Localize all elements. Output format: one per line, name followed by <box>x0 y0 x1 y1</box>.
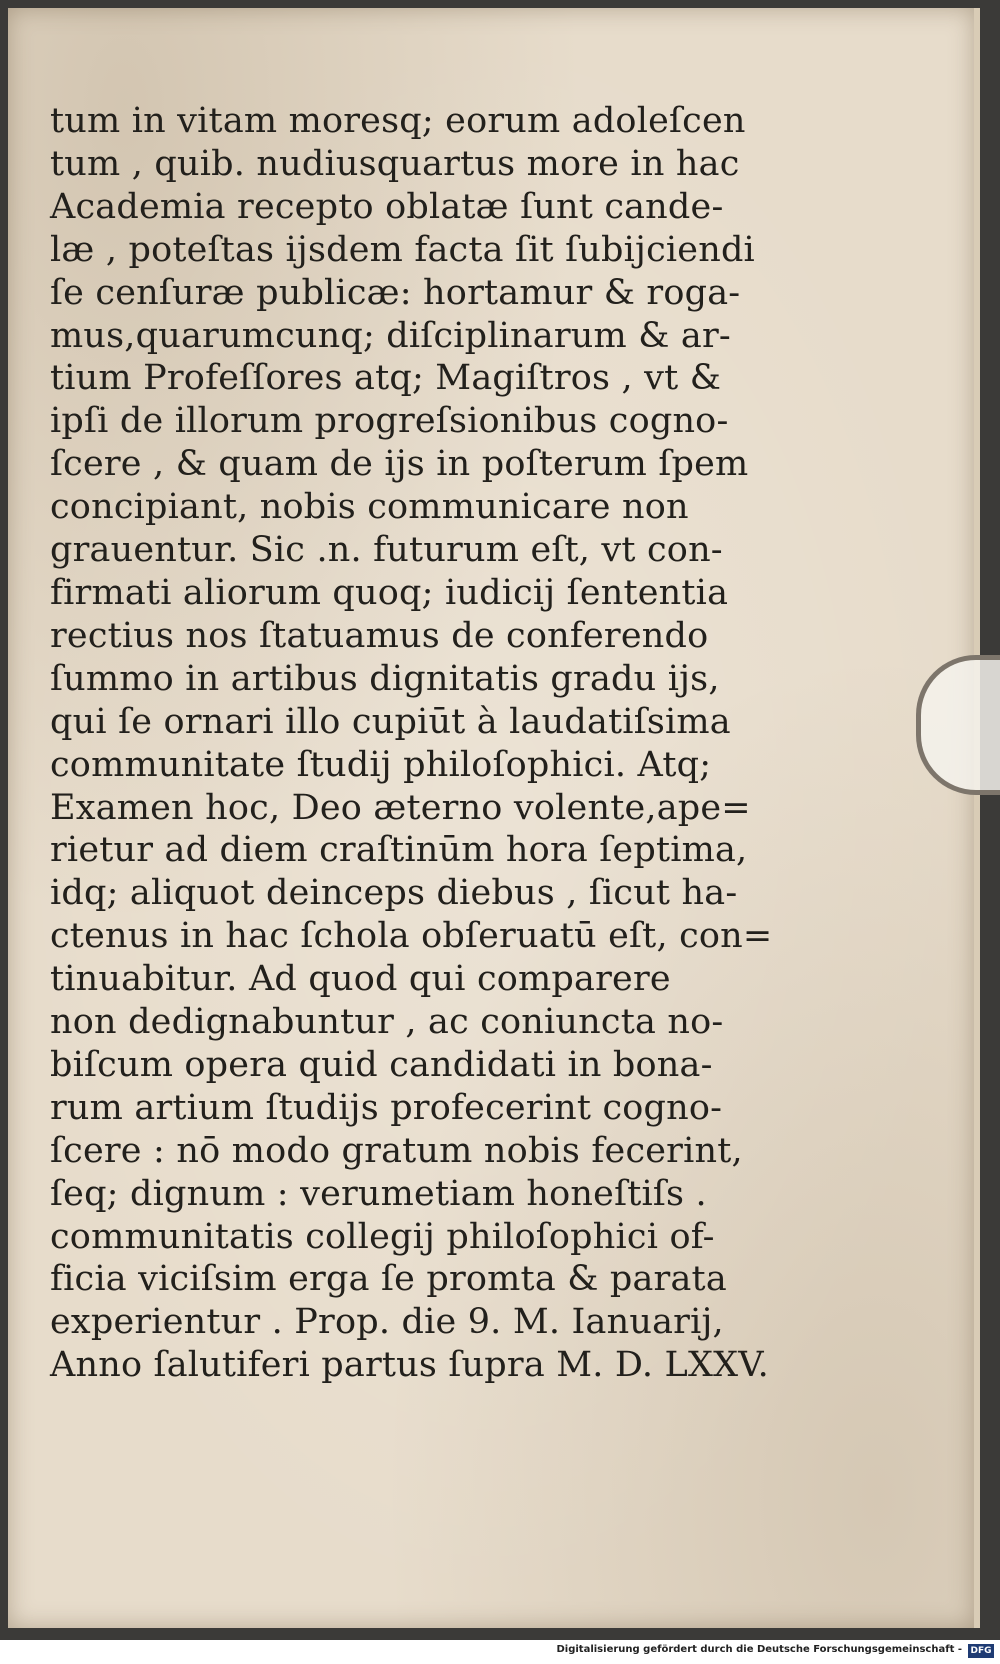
text-line: Academia recepto oblatæ ſunt cande- <box>50 186 724 227</box>
text-line: concipiant, nobis communicare non <box>50 487 689 528</box>
text-line: ipſi de illorum progreſsionibus cogno- <box>50 401 729 442</box>
text-line: rum artium ſtudijs profecerint cogno- <box>50 1087 723 1128</box>
text-line: læ , poteſtas ijsdem facta ſit ſubijciendi <box>50 229 755 270</box>
text-line: tum , quib. nudiusquartus more in hac <box>50 143 740 184</box>
text-line: qui ſe ornari illo cupiūt à laudatiſsima <box>50 701 731 742</box>
text-line: ſe cenſuræ publicæ: hortamur & roga- <box>50 272 741 313</box>
text-line: communitate ſtudij philoſophici. Atq; <box>50 744 712 785</box>
text-line: tum in vitam moresq; eorum adoleſcen <box>50 101 746 141</box>
text-line: biſcum opera quid candidati in bona- <box>50 1044 713 1085</box>
text-line: tium Profeſſores atq; Magiſtros , vt & <box>50 358 722 399</box>
text-line: firmati aliorum quoq; iudicij ſententia <box>50 572 729 613</box>
text-line: rietur ad diem craſtinūm hora ſeptima, <box>50 830 748 871</box>
text-line: rectius nos ſtatuamus de conferendo <box>50 615 709 656</box>
text-line: tinuabitur. Ad quod qui comparere <box>50 959 671 1000</box>
text-line: experientur . Prop. die 9. M. Ianuarij, <box>50 1302 724 1343</box>
text-line: ctenus in hac ſchola obſeruatū eſt, con= <box>50 916 773 957</box>
text-line: non dedignabuntur , ac coniuncta no- <box>50 1002 724 1043</box>
page-edge <box>974 8 980 1628</box>
text-line: grauentur. Sic .n. futurum eſt, vt con- <box>50 530 723 571</box>
book-page <box>8 8 974 1628</box>
footer-bar <box>0 1640 1000 1664</box>
text-line: ſcere , & quam de ijs in poſterum ſpem <box>50 444 749 485</box>
text-line: ficia viciſsim erga ſe promta & parata <box>50 1259 727 1300</box>
text-line: ſummo in artibus dignitatis gradu ijs, <box>50 658 720 699</box>
body-text <box>50 100 773 1387</box>
dfg-logo: DFG <box>968 1644 994 1658</box>
text-line: mus,quarumcunq; diſciplinarum & ar- <box>50 315 731 356</box>
text-line: idq; aliquot deinceps diebus , ſicut ha- <box>50 873 738 914</box>
funding-credit: Digitalisierung gefördert durch die Deutsche Forschungsgemeinschaft - <box>556 1644 962 1655</box>
text-line: ſeq; dignum : verumetiam honeſtiſs . <box>50 1173 707 1214</box>
text-line: Anno ſalutiferi partus ſupra M. D. LXXV. <box>50 1345 769 1386</box>
text-line: communitatis collegij philoſophici of- <box>50 1216 715 1257</box>
text-line: ſcere : nō modo gratum nobis fecerint, <box>50 1130 743 1171</box>
text-line: Examen hoc, Deo æterno volente,ape= <box>50 787 751 828</box>
